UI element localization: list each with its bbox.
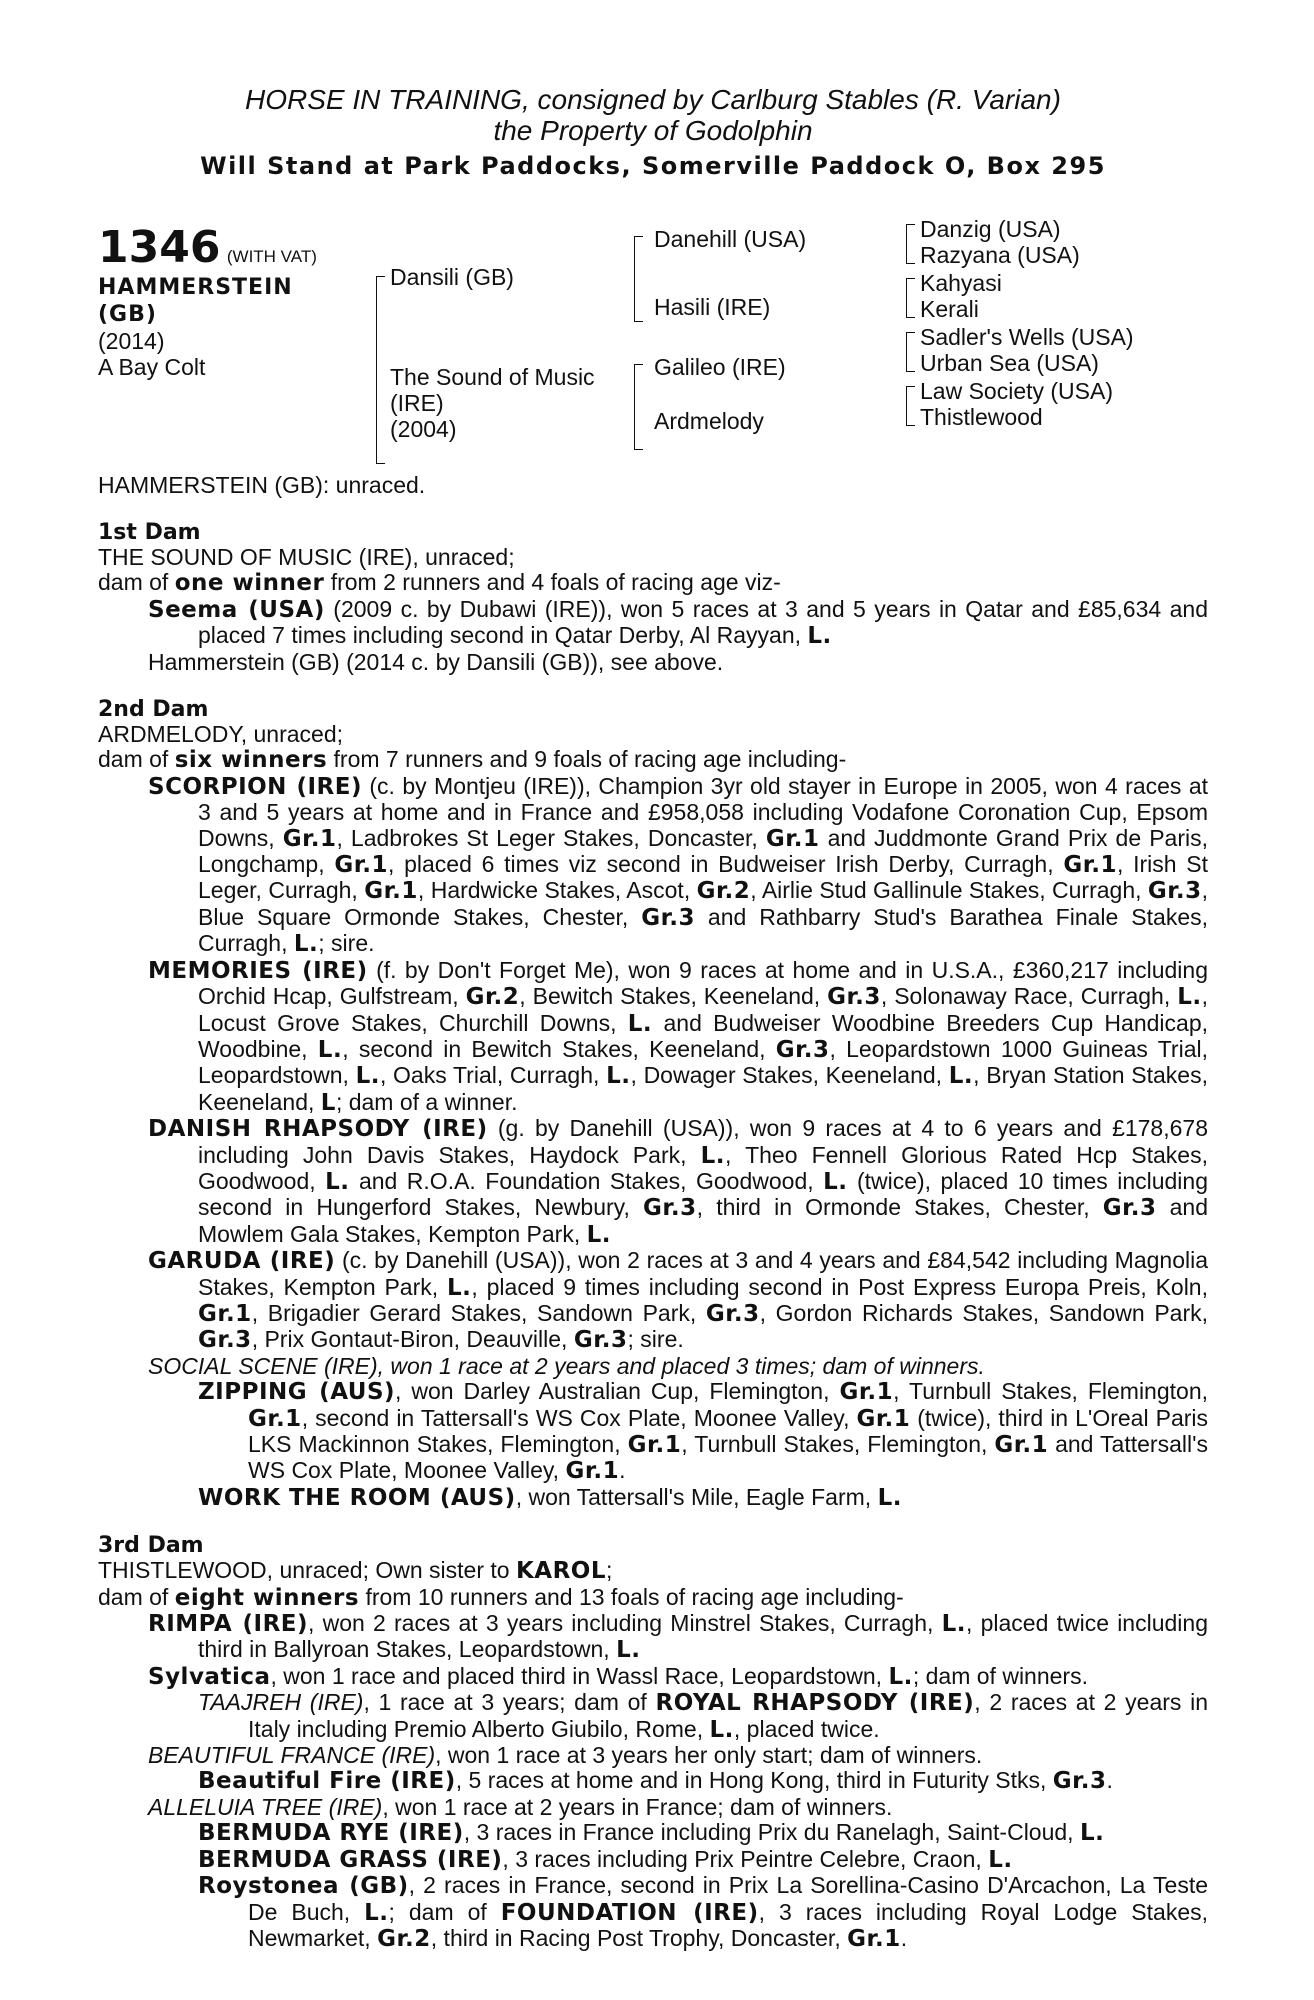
first-dam-title: 1st Dam [98, 520, 201, 545]
text-run: , 2 races in France, second in Prix La Sorellina-Casino D'Arcachon, La Teste De Buch, [248, 1872, 1208, 1925]
text-run: (c. by Montjeu (IRE)), Champion 3yr old stayer in Europe in 2005, won 4 races at 3 and 5 years at home and in France and £958,058 including Vodafone Coronation Cup, Epsom Downs, [198, 772, 1208, 851]
text-run: THISTLEWOOD, unraced; Own sister to [98, 1557, 516, 1584]
text-run: Roystonea (GB) [198, 1873, 409, 1900]
text-run: L. [606, 1063, 631, 1090]
text-run: Gr.3 [1147, 878, 1202, 905]
text-run: eight winners [174, 1584, 360, 1611]
text-run: SOCIAL SCENE (IRE) [148, 1352, 378, 1379]
text-run: ROYAL RHAPSODY (IRE) [655, 1690, 975, 1717]
text-run: from 7 runners and 9 foals of racing age including- [327, 746, 847, 773]
second-dam-line: ARDMELODY, unraced; [98, 721, 344, 748]
text-run: TAAJREH (IRE) [198, 1689, 364, 1716]
text-run: L. [355, 1063, 380, 1090]
produce-work-the-room [98, 1485, 1208, 1511]
sds: Kahyasi [920, 270, 1002, 296]
text-run: ZIPPING (AUS) [198, 1379, 396, 1406]
second-dam-section [98, 697, 1208, 1511]
text-run: , third in Racing Post Trophy, Doncaster, [430, 1924, 848, 1951]
text-run: , Turnbull Stakes, Flemington, [893, 1378, 1208, 1405]
text-run: L. [627, 1010, 653, 1037]
text-run: Gr.2 [465, 984, 520, 1011]
text-run: L. [586, 1221, 612, 1248]
text-run: , Oaks Trial, Curragh, [379, 1062, 607, 1089]
produce-beautiful-fire [98, 1768, 1208, 1794]
text-run: . [619, 1457, 626, 1484]
dam-sire: Galileo (IRE) [654, 354, 786, 380]
text-run: , Irish St Leger, Curragh, [198, 851, 1209, 904]
text-run: , Airlie Stud Gallinule Stakes, Curragh, [750, 877, 1148, 904]
dam-country: (IRE) [390, 390, 444, 416]
text-run: BERMUDA GRASS (IRE) [198, 1846, 503, 1873]
produce-taajreh [98, 1690, 1208, 1743]
text-run: RIMPA (IRE) [148, 1611, 309, 1638]
stand-line: Will Stand at Park Paddocks, Somerville Paddock O, Box 295 [200, 152, 1106, 180]
text-run: L. [948, 1063, 974, 1090]
text-run: , 2 races at 2 years in Italy including Premio Alberto Giubilo, Rome, [248, 1689, 1208, 1742]
property-line: the Property of Godolphin [493, 115, 813, 146]
dds: Law Society (USA) [920, 378, 1114, 404]
text-run: L. [364, 1899, 389, 1926]
text-run: , Ladbrokes St Leger Stakes, Doncaster, [336, 824, 766, 851]
text-run: L. [807, 623, 832, 650]
text-run: Gr.1 [765, 825, 820, 852]
text-run: , Bryan Station Stakes, Keeneland, [198, 1062, 1208, 1115]
produce-danish-rhapsody [98, 1116, 1208, 1248]
text-run: L. [1177, 984, 1202, 1011]
text-run: L. [325, 1168, 350, 1195]
text-run: . [900, 1924, 908, 1951]
text-run: DANISH RHAPSODY (IRE) [148, 1116, 488, 1143]
sdd: Kerali [920, 296, 979, 322]
text-run: and Rathbarry Stud's Barathea Finale Stakes, Curragh, [198, 903, 1208, 957]
text-run: , Dowager Stakes, Keeneland, [630, 1062, 949, 1089]
text-run: Seema (USA) [148, 596, 325, 623]
text-run: Gr.1 [1063, 852, 1117, 879]
text-run: , Locust Grove Stakes, Churchill Downs, [198, 983, 1208, 1036]
text-run: L. [293, 931, 319, 958]
text-run: (f. by Don't Forget Me), won 9 races at home and in U.S.A., £360,217 including Orchid Hcap, Gulfstream, [198, 956, 1209, 1010]
text-run: Gr.3 [827, 984, 881, 1011]
gen3-brace-3 [906, 332, 915, 372]
text-run: , Leopardstown 1000 Guineas Trial, Leopardstown, [198, 1035, 1208, 1089]
third-dam-title: 3rd Dam [98, 1533, 204, 1559]
text-run: Gr.3 [641, 904, 695, 931]
ssd: Razyana (USA) [920, 242, 1080, 268]
text-run: Sylvatica [148, 1663, 271, 1690]
text-run: ; [606, 1557, 613, 1584]
text-run: , placed twice including third in Ballyroan Stakes, Leopardstown, [198, 1610, 1208, 1663]
text-run: BEAUTIFUL FRANCE (IRE) [148, 1742, 436, 1769]
produce-sylvatica [98, 1664, 1208, 1690]
text-run: (twice), third in L'Oreal Paris LKS Mackinnon Stakes, Flemington, [248, 1404, 1209, 1457]
text-run: dam of [98, 746, 175, 773]
horse-description: A Bay Colt [98, 354, 206, 380]
text-run: L. [317, 1036, 343, 1063]
consignor-line: HORSE IN TRAINING, consigned by Carlburg Stables (R. Varian) [245, 84, 1061, 115]
text-run: , won 2 races at 3 years including Minstrel Stakes, Curragh, [308, 1610, 942, 1637]
text-run: ; dam of [388, 1898, 501, 1925]
text-run: L. [888, 1663, 913, 1690]
produce-memories [98, 958, 1208, 1116]
text-run: , placed twice. [733, 1715, 880, 1742]
lot-header [98, 84, 1208, 184]
text-run: , won 1 race at 3 years her only start; dam of winners. [435, 1742, 983, 1769]
text-run: KAROL [515, 1558, 606, 1585]
text-run: L. [941, 1611, 967, 1638]
text-run: , won Darley Australian Cup, Flemington, [395, 1378, 840, 1405]
first-dam-produce-line [98, 570, 1208, 596]
text-run: , second in Tattersall's WS Cox Plate, Moonee Valley, [301, 1404, 857, 1431]
text-run: , Turnbull Stakes, Flemington, [681, 1431, 995, 1457]
produce-scorpion [98, 774, 1208, 958]
sire: Dansili (GB) [390, 264, 514, 290]
text-run: Gr.1 [856, 1405, 911, 1432]
text-run: , Bewitch Stakes, Keeneland, [519, 983, 828, 1010]
text-run: Gr.1 [198, 1300, 252, 1327]
dam-name: The Sound of Music [390, 364, 595, 390]
text-run: Gr.3 [1102, 1195, 1157, 1222]
text-run: Gr.1 [334, 852, 388, 879]
gen3-brace-2 [906, 278, 915, 318]
ddd: Thistlewood [920, 404, 1043, 430]
text-run: , Hardwicke Stakes, Ascot, [417, 877, 697, 904]
text-run: L. [616, 1637, 641, 1664]
text-run: and R.O.A. Foundation Stakes, Goodwood, [349, 1167, 824, 1194]
text-run: dam of [98, 569, 175, 596]
text-run: L. [823, 1168, 848, 1195]
text-run: , won 1 race at 2 years and placed 3 times; dam of winners. [377, 1352, 985, 1379]
produce-roystonea [98, 1873, 1208, 1952]
text-run: L. [877, 1484, 902, 1511]
text-run: (g. by Danehill (USA)), won 9 races at 4 to 6 years and £178,678 including John Davis Stakes, Haydock Park, [198, 1115, 1208, 1168]
text-run: ; sire. [627, 1326, 684, 1353]
text-run: Gr.1 [248, 1405, 302, 1432]
text-run: , 1 race at 3 years; dam of [363, 1689, 656, 1716]
text-run: Gr.2 [696, 878, 751, 905]
second-dam-produce-line [98, 747, 1208, 773]
produce-bermuda-grass [98, 1847, 1208, 1873]
text-run: Gr.1 [994, 1432, 1049, 1458]
dam-dam: Ardmelody [654, 408, 764, 434]
text-run: L. [709, 1716, 734, 1743]
gen3-brace-4 [906, 386, 915, 426]
produce-rimpa [98, 1611, 1208, 1664]
horse-country: (GB) [98, 302, 157, 327]
text-run: WORK THE ROOM (AUS) [198, 1484, 516, 1511]
text-run: , won 1 race at 2 years in France; dam of winners. [382, 1793, 893, 1820]
text-run: Gr.3 [775, 1036, 830, 1063]
text-run: Gr.2 [377, 1925, 431, 1952]
text-run: L. [447, 1274, 472, 1301]
text-run: , Blue Square Ormonde Stakes, Chester, [198, 877, 1208, 930]
third-dam-line [98, 1558, 1208, 1584]
gen1-brace [376, 276, 385, 464]
text-run: , 3 races including Royal Lodge Stakes, Newmarket, [248, 1898, 1209, 1951]
text-run: Gr.1 [282, 825, 337, 852]
text-run: from 2 runners and 4 foals of racing age viz- [324, 569, 781, 596]
text-run: ; dam of winners. [912, 1662, 1088, 1689]
first-dam-section [98, 520, 1208, 675]
produce-social-scene [98, 1354, 1208, 1379]
produce-bermuda-rye [98, 1820, 1208, 1846]
text-run: , 3 races in France including Prix du Ranelagh, Saint-Cloud, [463, 1819, 1080, 1846]
text-run: and Juddmonte Grand Prix de Paris, Longchamp, [198, 824, 1208, 878]
text-run: (c. by Danehill (USA)), won 2 races at 3 and 4 years and £84,542 including Magnolia Stakes, Kempton Park, [198, 1247, 1209, 1300]
horse-name: HAMMERSTEIN [98, 275, 293, 300]
text-run: (twice), placed 10 times including second in Hungerford Stakes, Newbury, [198, 1167, 1208, 1221]
catalogue-page [98, 84, 1208, 1952]
produce-garuda [98, 1248, 1208, 1354]
vat-note: (WITH VAT) [226, 247, 317, 266]
lot-info [98, 222, 317, 380]
text-run: Gr.1 [565, 1458, 620, 1485]
sire-dam: Hasili (IRE) [654, 294, 771, 320]
text-run: L [320, 1089, 336, 1116]
second-dam-title: 2nd Dam [98, 697, 209, 723]
text-run: and Budweiser Woodbine Breeders Cup Handicap, Woodbine, [198, 1009, 1208, 1062]
text-run: Gr.1 [627, 1432, 682, 1458]
text-run: , second in Bewitch Stakes, Keeneland, [342, 1035, 776, 1062]
text-run: and Mowlem Gala Stakes, Kempton Park, [198, 1194, 1209, 1247]
text-run: Gr.3 [642, 1195, 697, 1222]
text-run: L. [988, 1846, 1013, 1873]
text-run: , Gordon Richards Stakes, Sandown Park, [759, 1299, 1208, 1326]
text-run: six winners [174, 747, 328, 774]
text-run: one winner [174, 570, 325, 597]
text-run: , won 1 race and placed third in Wassl Race, Leopardstown, [270, 1662, 889, 1689]
text-run: , 3 races including Prix Peintre Celebre, Craon, [502, 1845, 989, 1872]
text-run: MEMORIES (IRE) [148, 957, 368, 984]
text-run: , Solonaway Race, Curragh, [880, 983, 1178, 1010]
third-dam-produce-line [98, 1585, 1208, 1611]
text-run: , 5 races at home and in Hong Kong, third in Futurity Stks, [455, 1767, 1053, 1794]
text-run: , placed 9 times including second in Post Express Europa Preis, Koln, [471, 1273, 1208, 1300]
text-run: L. [700, 1142, 725, 1169]
text-run: Beautiful Fire (IRE) [198, 1768, 456, 1795]
gen2-sire-brace [634, 236, 643, 322]
gen2-dam-brace [634, 364, 643, 450]
produce-seema [98, 597, 1208, 650]
lot-number: 1346 [98, 222, 221, 273]
text-run: , Theo Fennell Glorious Rated Hcp Stakes, Goodwood, [198, 1141, 1208, 1194]
text-run: Gr.3 [198, 1327, 252, 1354]
text-run: Gr.1 [847, 1925, 901, 1952]
gen3-brace-1 [906, 224, 915, 264]
third-dam-section [98, 1533, 1208, 1952]
text-run: , placed 6 times viz second in Budweiser Irish Derby, Curragh, [388, 851, 1064, 878]
text-run: , Prix Gontaut-Biron, Deauville, [251, 1326, 574, 1353]
sire-sire: Danehill (USA) [654, 226, 807, 252]
dsd: Urban Sea (USA) [920, 350, 1099, 376]
text-run: , won Tattersall's Mile, Eagle Farm, [515, 1483, 878, 1510]
racing-record: HAMMERSTEIN (GB): unraced. [98, 472, 426, 498]
foaling-year: (2014) [98, 328, 165, 354]
text-run: FOUNDATION (IRE) [500, 1899, 759, 1926]
text-run: Gr.1 [839, 1379, 894, 1406]
first-dam-line: THE SOUND OF MUSIC (IRE), unraced; [98, 544, 515, 570]
text-run: L. [1079, 1820, 1105, 1847]
sss: Danzig (USA) [920, 216, 1061, 242]
text-run: . [1106, 1767, 1113, 1794]
text-run: dam of [98, 1583, 175, 1610]
produce-alleluia-tree [98, 1795, 1208, 1820]
text-run: and Tattersall's WS Cox Plate, Moonee Valley, [248, 1431, 1208, 1484]
text-run: (2009 c. by Dubawi (IRE)), won 5 races at 3 and 5 years in Qatar and £85,634 and placed 7 times including second in Qatar Derby, Al Rayyan, [198, 595, 1208, 649]
produce-beautiful-france [98, 1743, 1208, 1768]
dss: Sadler's Wells (USA) [920, 324, 1134, 350]
dam-year: (2004) [390, 416, 457, 442]
text-run: Gr.1 [364, 878, 418, 905]
pedigree-table [98, 216, 1208, 464]
text-run: Gr.3 [705, 1300, 760, 1327]
text-run: Gr.3 [1052, 1768, 1107, 1795]
text-run: Gr.3 [573, 1327, 628, 1354]
text-run: from 10 runners and 13 foals of racing age including- [359, 1583, 904, 1610]
text-run: , Brigadier Gerard Stakes, Sandown Park, [251, 1299, 706, 1326]
text-run: ALLELUIA TREE (IRE) [148, 1793, 383, 1820]
text-run: ; dam of a winner. [335, 1088, 518, 1115]
produce-hammerstein: Hammerstein (GB) (2014 c. by Dansili (GB)), see above. [148, 648, 724, 675]
text-run: ; sire. [318, 930, 375, 957]
text-run: SCORPION (IRE) [148, 773, 362, 800]
produce-zipping [98, 1379, 1208, 1485]
text-run: BERMUDA RYE (IRE) [198, 1820, 464, 1847]
text-run: GARUDA (IRE) [148, 1248, 336, 1275]
text-run: , third in Ormonde Stakes, Chester, [696, 1194, 1103, 1221]
